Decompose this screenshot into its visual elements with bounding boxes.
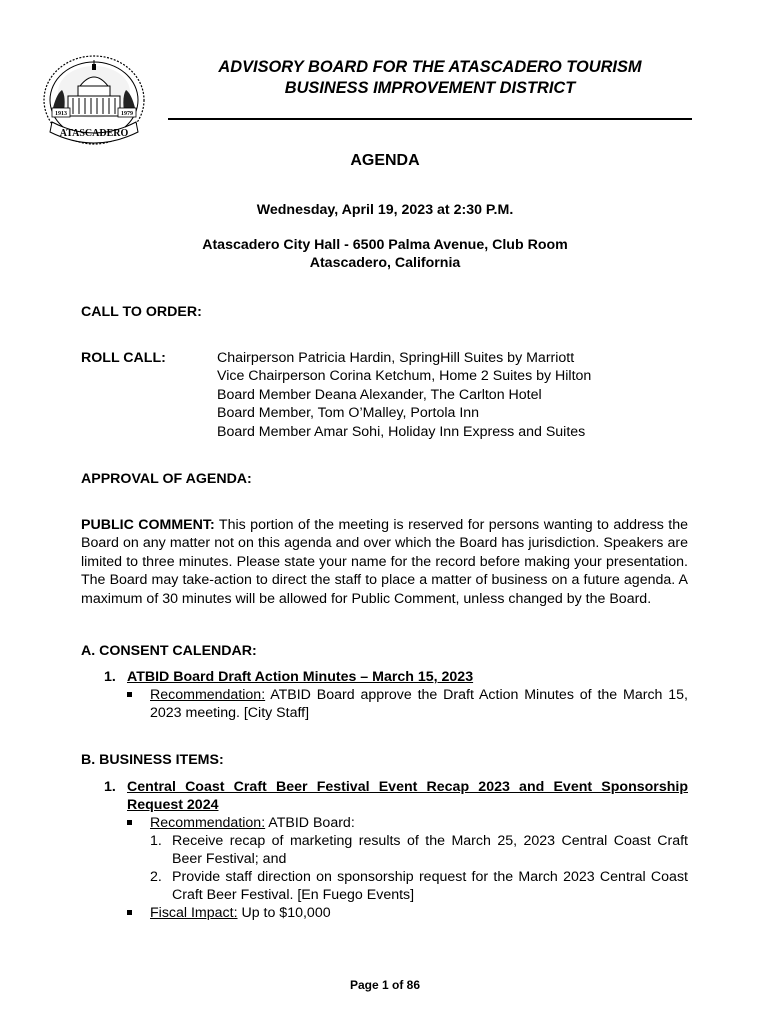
page-number: Page 1 of 86 <box>349 978 421 992</box>
recommendation-label: Recommendation: <box>150 815 266 831</box>
consent-item-title: ATBID Board Draft Action Minutes – March 15, 2023 <box>127 669 474 685</box>
recommendation-label: Recommendation: <box>150 687 266 703</box>
consent-calendar-heading: A. CONSENT CALENDAR: <box>81 643 257 659</box>
fiscal-impact-label: Fiscal Impact: <box>150 905 238 921</box>
roll-call-member: Vice Chairperson Corina Ketchum, Home 2 Suites by Hilton <box>217 368 592 385</box>
fiscal-impact-text: Up to $10,000 <box>237 905 331 921</box>
approval-of-agenda-label: APPROVAL OF AGENDA: <box>81 471 252 487</box>
business-item-number: 1. <box>104 779 116 795</box>
business-items-heading: B. BUSINESS ITEMS: <box>81 752 224 768</box>
sub-item-text: Receive recap of marketing results of the March 25, 2023 Central Coast Craft Beer Festival; and <box>172 833 688 868</box>
consent-item-number: 1. <box>104 669 116 685</box>
public-comment-text: This portion of the meeting is reserved for persons wanting to address the Board on any matter not on this agenda and over which the Board has jurisdiction. Speakers are limited to three minutes. Please state your name for the record before making your presentation. The Board may take-action to direct the staff to place a matter of business on a future agenda. A maximum of 30 minutes will be allowed for Public Comment, unless changed by the Board. <box>81 517 688 607</box>
roll-call-member: Board Member Deana Alexander, The Carlton Hotel <box>217 386 542 403</box>
roll-call-label: ROLL CALL: <box>81 350 166 366</box>
seal-year-right: 1979 <box>121 111 133 117</box>
seal-year-left: 1913 <box>55 111 67 117</box>
city-seal-icon <box>38 52 150 148</box>
roll-call-list <box>217 349 591 441</box>
bullet-icon <box>127 910 132 915</box>
meeting-date: Wednesday, April 19, 2023 at 2:30 P.M. <box>256 202 514 218</box>
agenda-heading: AGENDA <box>350 152 420 169</box>
business-item-title-line-2: Request 2024 <box>127 797 219 813</box>
call-to-order-label: CALL TO ORDER: <box>81 304 202 320</box>
public-comment-paragraph <box>81 516 688 608</box>
seal-name: ATASCADERO <box>59 128 129 139</box>
bullet-icon <box>127 692 132 697</box>
location-line-2: Atascadero, California <box>309 255 461 272</box>
document-title <box>168 57 692 99</box>
meeting-location <box>0 236 770 273</box>
header-divider <box>168 118 692 120</box>
public-comment-label: PUBLIC COMMENT: <box>81 517 215 533</box>
location-line-1: Atascadero City Hall - 6500 Palma Avenue, Club Room <box>202 237 568 253</box>
business-item-title-line-1: Central Coast Craft Beer Festival Event Recap 2023 and Event Sponsorship <box>127 779 688 795</box>
recommendation-text: ATBID Board approve the Draft Action Minutes of the March 15, 2023 meeting. [City Staff] <box>150 687 688 722</box>
title-line-2: BUSINESS IMPROVEMENT DISTRICT <box>284 79 576 97</box>
sub-item-number: 2. <box>150 869 162 885</box>
bullet-icon <box>127 820 132 825</box>
roll-call-member: Chairperson Patricia Hardin, SpringHill Suites by Marriott <box>217 350 575 366</box>
sub-item-text: Provide staff direction on sponsorship request for the March 2023 Central Coast Craft Beer Festival. [En Fuego Events] <box>172 869 688 904</box>
recommendation-text: ATBID Board: <box>265 815 355 831</box>
title-line-1: ADVISORY BOARD FOR THE ATASCADERO TOURISM <box>218 58 642 76</box>
roll-call-member: Board Member, Tom O’Malley, Portola Inn <box>217 405 480 422</box>
roll-call-member: Board Member Amar Sohi, Holiday Inn Express and Suites <box>217 423 586 440</box>
sub-item-number: 1. <box>150 833 162 849</box>
